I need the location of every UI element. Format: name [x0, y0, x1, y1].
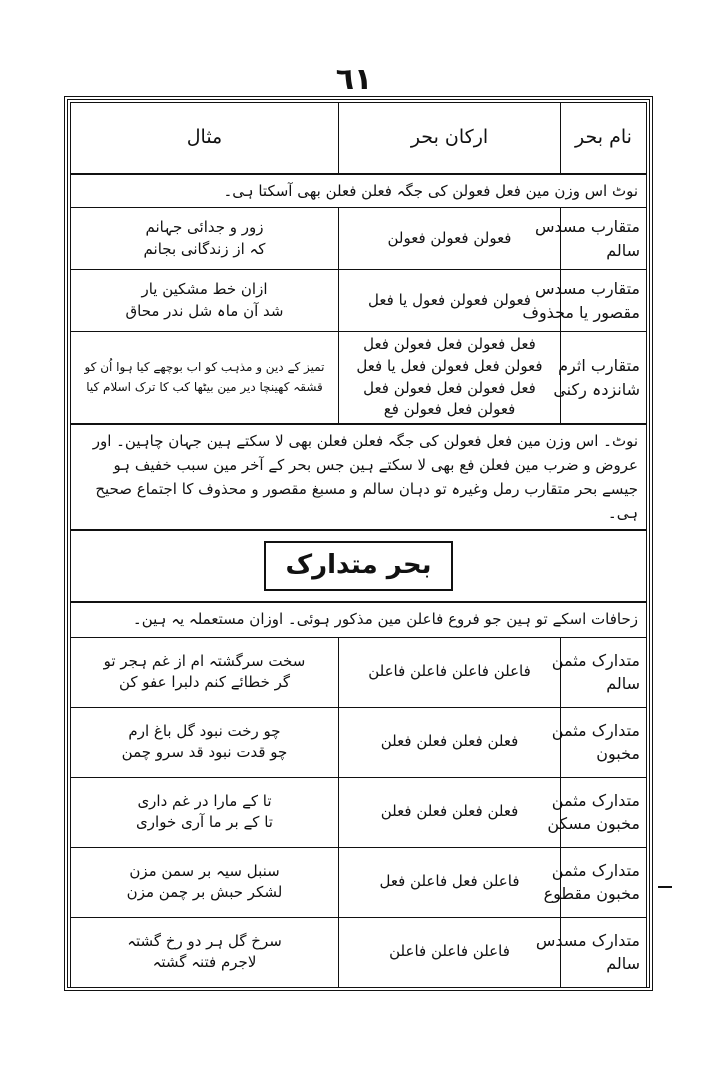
- section-heading-row: [71, 530, 647, 602]
- table-row: [71, 637, 647, 707]
- meter-example-line: تمیز کے دین و مذہب کو اب بوچھے کیا ہوا اُن کو: [84, 360, 325, 375]
- meter-example-line: تا کے مارا در غم داری: [137, 791, 272, 810]
- meter-arkan: [339, 777, 561, 847]
- meter-name-line: شانزدہ رکنی: [553, 379, 640, 399]
- meter-name-line: مخبون: [596, 744, 640, 764]
- meter-name: [535, 917, 647, 987]
- section-heading: بحر متدارک: [264, 541, 454, 591]
- meter-name: [547, 777, 647, 847]
- meter-example-line: لشکر حبش بر چمن مزن: [126, 883, 283, 902]
- meter-example-line: سخت سرگشتہ ام از غم ہجر تو: [103, 651, 306, 670]
- meter-name-line: سالم: [606, 240, 640, 260]
- table-row: [71, 208, 647, 270]
- meter-name-line: متقارب مسدس: [534, 217, 640, 237]
- meter-name-line: متدارک مثمن: [551, 651, 640, 671]
- meter-example-line: گر خطائے کنم دلبرا عفو کن: [118, 673, 291, 692]
- table-header-row: [71, 103, 647, 175]
- intro-row: [71, 602, 647, 637]
- meter-example-line: کہ از زندگانی بجانم: [143, 239, 266, 258]
- note-2: نوٹ۔ اس وزن مین فعل فعولن کی جگہ فعلن فعلن بھی لا سکتے ہین جہان چاہین۔ اور عروض و ضرب مین فعلن فع بھی لا سکتے ہین جس بحر کے آخر مین سبب خفیف ہو جیسے بحر متقارب رمل وغیرہ تو دہان سالم و مسبغ مقصور و محذوف کا اجتماع صحیح ہی۔: [71, 424, 647, 530]
- meter-arkan-line: فاعلن فعل فاعلن فعل: [379, 872, 520, 891]
- table-row: [71, 847, 647, 917]
- meter-arkan: [339, 917, 561, 987]
- meter-example-line: سرخ گل ہر دو رخ گشتہ: [127, 931, 282, 950]
- meter-arkan-line: فعولن فعولن فعول یا فعل: [368, 290, 531, 309]
- header-arkan: ارکان بحر: [339, 103, 561, 175]
- meter-example-line: لاجرم فتنہ گشتہ: [152, 953, 257, 972]
- meter-example-line: قشقہ کھینچا دیر مین بیٹھا کب کا ترک اسلام کیا: [86, 379, 323, 394]
- meter-example-line: تا کے بر ما آری خواری: [136, 813, 273, 832]
- meter-arkan-line: فعلن فعلن فعلن فعلن: [380, 802, 519, 821]
- meter-example: [71, 707, 339, 777]
- meter-name: [551, 707, 647, 777]
- header-name: نام بحر: [561, 103, 647, 175]
- note-row: [71, 424, 647, 530]
- meter-name-line: متدارک مثمن: [551, 861, 640, 881]
- meter-name-line: مخبون مقطوع: [543, 884, 640, 904]
- meter-example: [71, 208, 339, 270]
- page-number: ٦١: [335, 62, 373, 97]
- meter-name: [534, 208, 647, 270]
- meter-example: [71, 777, 339, 847]
- meter-name-line: متدارک مسدس: [535, 931, 640, 951]
- meter-name-line: متقارب اثرم: [558, 356, 640, 376]
- page-body: [70, 102, 647, 988]
- meter-example-line: شد آن ماہ شل ندر محاق: [125, 301, 284, 320]
- meter-name-line: متدارک مثمن: [551, 791, 640, 811]
- meter-arkan-line: فعلن فعلن فعلن فعلن: [380, 732, 519, 751]
- meter-arkan-line: فاعلن فاعلن فاعلن: [389, 942, 510, 961]
- meter-example-line: ازان خط مشکین یار: [141, 279, 268, 298]
- meter-arkan-line: فعل فعولن فعل فعولن فعل فعولن فعل فعولن فع: [363, 378, 536, 419]
- meter-arkan: [339, 847, 561, 917]
- meter-name: [553, 332, 647, 425]
- meter-example: [71, 270, 339, 332]
- meter-example-line: زور و جدائی جہانم: [145, 217, 264, 236]
- meter-arkan: [339, 332, 561, 425]
- meter-name-line: سالم: [606, 674, 640, 694]
- intro-text: زحافات اسکے تو ہین جو فروع فاعلن مین مذکور ہوئی۔ اوزان مستعملہ یہ ہین۔: [71, 602, 647, 637]
- note-1: نوٹ اس وزن مین فعل فعولن کی جگہ فعلن فعلن بھی آسکتا ہی۔: [71, 174, 647, 208]
- meter-arkan-line: فاعلن فاعلن فاعلن فاعلن: [368, 662, 531, 681]
- meter-arkan-line: فعولن فعولن فعولن: [387, 228, 512, 247]
- meter-name-line: مخبون مسکن: [547, 814, 640, 834]
- meter-name-line: سالم: [606, 954, 640, 974]
- margin-mark: [658, 886, 672, 888]
- meter-example-line: سنبل سیہ بر سمن مزن: [129, 861, 280, 880]
- meter-name: [543, 847, 647, 917]
- meter-example: [71, 637, 339, 707]
- meter-example: [71, 917, 339, 987]
- meter-arkan-line: فعل فعولن فعل فعولن فعل فعولن فعل فعولن فعل یا فعل: [356, 335, 543, 375]
- meter-arkan: [339, 208, 561, 270]
- note-row: [71, 174, 647, 208]
- meter-name-line: مقصور یا محذوف: [522, 302, 640, 322]
- table-row: [71, 707, 647, 777]
- meter-example: [71, 847, 339, 917]
- table-row: [71, 777, 647, 847]
- meter-name-line: متدارک مثمن: [551, 721, 640, 741]
- meter-name: [551, 637, 647, 707]
- meter-arkan: [339, 707, 561, 777]
- header-misal: مثال: [71, 103, 339, 175]
- meter-table: [70, 102, 647, 988]
- meter-arkan: [339, 637, 561, 707]
- table-row: [71, 332, 647, 425]
- meter-name: [522, 270, 647, 332]
- meter-name-line: متقارب مسدس: [534, 279, 640, 299]
- meter-example-line: چو قدت نبود قد سرو چمن: [121, 743, 288, 762]
- table-row: [71, 917, 647, 987]
- meter-example: [71, 332, 339, 425]
- table-row: [71, 270, 647, 332]
- meter-example-line: چو رخت نبود گل باغ ارم: [128, 721, 281, 740]
- section-heading-cell: [71, 530, 647, 602]
